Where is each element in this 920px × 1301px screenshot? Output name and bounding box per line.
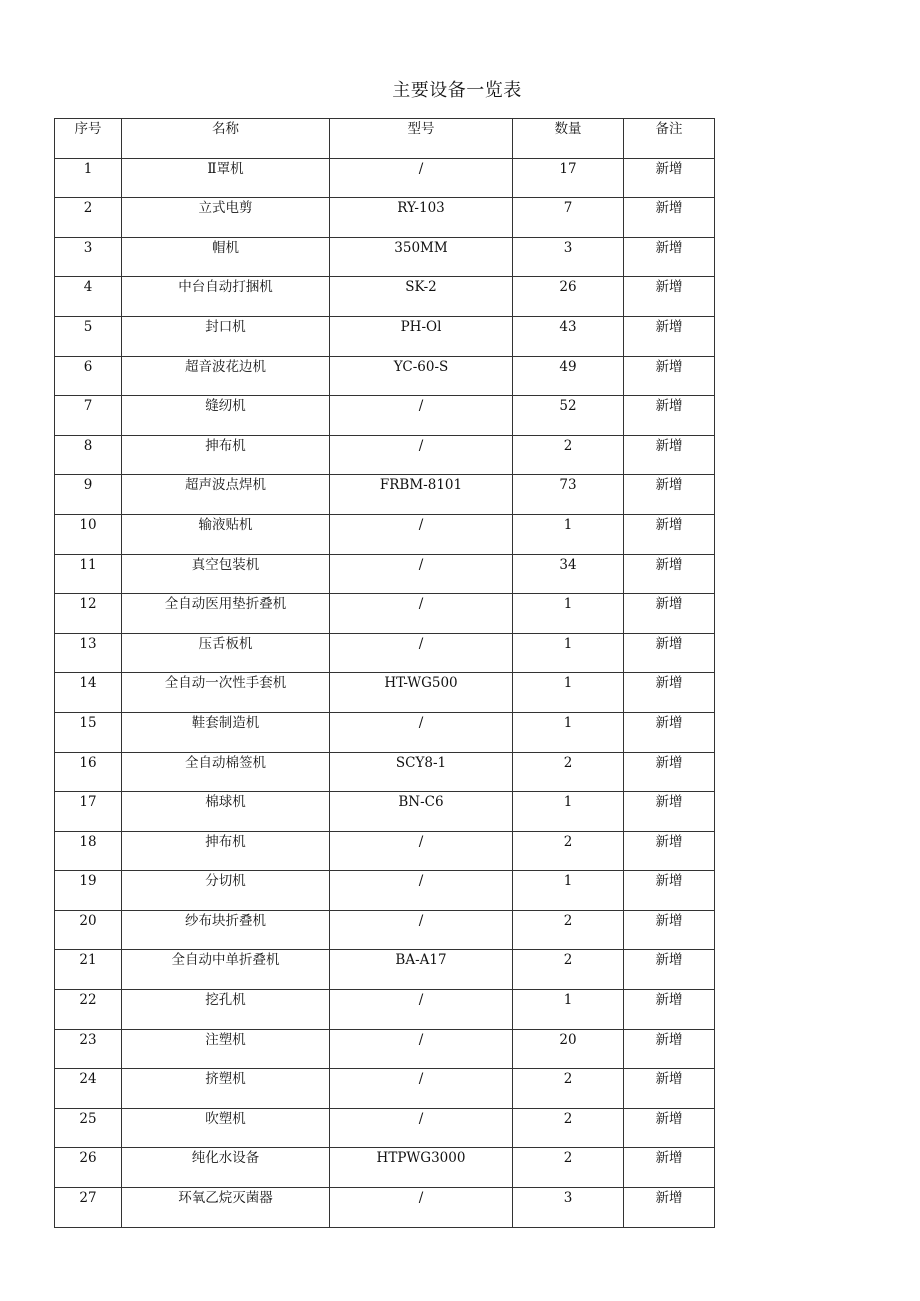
cell-model: / (330, 990, 513, 1030)
cell-qty: 1 (513, 792, 624, 832)
cell-qty: 2 (513, 752, 624, 792)
cell-no: 25 (55, 1108, 122, 1148)
cell-name: 立式电剪 (122, 198, 330, 238)
cell-note: 新增 (624, 594, 715, 634)
cell-note: 新增 (624, 514, 715, 554)
table-row (55, 1188, 715, 1228)
cell-name: 输液贴机 (122, 514, 330, 554)
cell-no: 5 (55, 316, 122, 356)
table-row (55, 435, 715, 475)
cell-no: 2 (55, 198, 122, 238)
cell-name: 吹塑机 (122, 1108, 330, 1148)
cell-note: 新增 (624, 950, 715, 990)
cell-name: 抻布机 (122, 435, 330, 475)
header-note: 备注 (624, 119, 715, 159)
cell-model: / (330, 158, 513, 198)
table-row (55, 712, 715, 752)
cell-qty: 1 (513, 673, 624, 713)
cell-name: 挖孔机 (122, 990, 330, 1030)
cell-no: 9 (55, 475, 122, 515)
cell-no: 20 (55, 910, 122, 950)
cell-qty: 1 (513, 871, 624, 911)
table-row (55, 1148, 715, 1188)
cell-name: 压舌板机 (122, 633, 330, 673)
cell-note: 新增 (624, 435, 715, 475)
cell-note: 新增 (624, 871, 715, 911)
cell-no: 11 (55, 554, 122, 594)
cell-name: 挤塑机 (122, 1069, 330, 1109)
cell-note: 新增 (624, 198, 715, 238)
cell-name: 封口机 (122, 316, 330, 356)
cell-no: 24 (55, 1069, 122, 1109)
cell-name: 全自动中单折叠机 (122, 950, 330, 990)
table-row (55, 950, 715, 990)
cell-qty: 1 (513, 594, 624, 634)
cell-name: 鞋套制造机 (122, 712, 330, 752)
cell-name: 分切机 (122, 871, 330, 911)
cell-no: 16 (55, 752, 122, 792)
equipment-table (54, 118, 715, 1228)
cell-model: / (330, 1069, 513, 1109)
cell-qty: 26 (513, 277, 624, 317)
cell-no: 3 (55, 237, 122, 277)
cell-note: 新增 (624, 356, 715, 396)
cell-qty: 20 (513, 1029, 624, 1069)
header-qty: 数量 (513, 119, 624, 159)
cell-qty: 2 (513, 1069, 624, 1109)
cell-name: 纱布块折叠机 (122, 910, 330, 950)
cell-note: 新增 (624, 673, 715, 713)
cell-note: 新增 (624, 831, 715, 871)
cell-name: 环氧乙烷灭菌器 (122, 1188, 330, 1228)
cell-note: 新增 (624, 990, 715, 1030)
cell-qty: 2 (513, 1148, 624, 1188)
cell-model: / (330, 396, 513, 436)
cell-qty: 17 (513, 158, 624, 198)
cell-note: 新增 (624, 712, 715, 752)
table-body (55, 158, 715, 1227)
table-row (55, 792, 715, 832)
header-no: 序号 (55, 119, 122, 159)
table-row (55, 633, 715, 673)
cell-name: 全自动棉签机 (122, 752, 330, 792)
cell-note: 新增 (624, 1029, 715, 1069)
header-model: 型号 (330, 119, 513, 159)
cell-qty: 34 (513, 554, 624, 594)
cell-no: 15 (55, 712, 122, 752)
cell-no: 17 (55, 792, 122, 832)
cell-model: / (330, 554, 513, 594)
cell-note: 新增 (624, 633, 715, 673)
cell-note: 新增 (624, 158, 715, 198)
cell-no: 14 (55, 673, 122, 713)
cell-name: 超音波花边机 (122, 356, 330, 396)
cell-qty: 2 (513, 950, 624, 990)
table-row (55, 198, 715, 238)
table-row (55, 910, 715, 950)
table-row (55, 475, 715, 515)
cell-no: 18 (55, 831, 122, 871)
cell-note: 新增 (624, 475, 715, 515)
table-row (55, 831, 715, 871)
cell-model: / (330, 712, 513, 752)
cell-note: 新增 (624, 1108, 715, 1148)
cell-no: 4 (55, 277, 122, 317)
table-header-row (55, 119, 715, 159)
cell-name: 全自动医用垫折叠机 (122, 594, 330, 634)
table-row (55, 356, 715, 396)
cell-qty: 2 (513, 435, 624, 475)
cell-name: 超声波点焊机 (122, 475, 330, 515)
cell-model: / (330, 1108, 513, 1148)
cell-name: 帽机 (122, 237, 330, 277)
cell-note: 新增 (624, 910, 715, 950)
cell-qty: 1 (513, 990, 624, 1030)
table-row (55, 1108, 715, 1148)
cell-model: BA-A17 (330, 950, 513, 990)
header-name: 名称 (122, 119, 330, 159)
cell-model: YC-60-S (330, 356, 513, 396)
cell-model: / (330, 514, 513, 554)
cell-no: 22 (55, 990, 122, 1030)
cell-model: FRBM-8101 (330, 475, 513, 515)
table-row (55, 1069, 715, 1109)
table-row (55, 594, 715, 634)
cell-note: 新增 (624, 396, 715, 436)
cell-no: 8 (55, 435, 122, 475)
table-row (55, 277, 715, 317)
cell-name: 棉球机 (122, 792, 330, 832)
cell-qty: 2 (513, 1108, 624, 1148)
cell-no: 12 (55, 594, 122, 634)
cell-qty: 2 (513, 910, 624, 950)
table-row (55, 158, 715, 198)
cell-model: HTPWG3000 (330, 1148, 513, 1188)
cell-no: 19 (55, 871, 122, 911)
cell-qty: 3 (513, 237, 624, 277)
cell-model: RY-103 (330, 198, 513, 238)
cell-no: 26 (55, 1148, 122, 1188)
cell-no: 7 (55, 396, 122, 436)
cell-no: 21 (55, 950, 122, 990)
cell-name: 中台自动打捆机 (122, 277, 330, 317)
cell-name: 抻布机 (122, 831, 330, 871)
cell-no: 27 (55, 1188, 122, 1228)
cell-model: SCY8-1 (330, 752, 513, 792)
cell-model: SK-2 (330, 277, 513, 317)
cell-note: 新增 (624, 752, 715, 792)
cell-qty: 7 (513, 198, 624, 238)
cell-model: HT-WG500 (330, 673, 513, 713)
cell-model: PH-Ol (330, 316, 513, 356)
cell-model: 350MM (330, 237, 513, 277)
cell-qty: 1 (513, 514, 624, 554)
table-row (55, 1029, 715, 1069)
cell-note: 新增 (624, 1069, 715, 1109)
cell-note: 新增 (624, 554, 715, 594)
cell-model: / (330, 910, 513, 950)
table-row (55, 316, 715, 356)
table-row (55, 752, 715, 792)
table-row (55, 871, 715, 911)
cell-name: Ⅱ罩机 (122, 158, 330, 198)
cell-qty: 1 (513, 633, 624, 673)
cell-model: / (330, 594, 513, 634)
cell-note: 新增 (624, 1188, 715, 1228)
cell-name: 全自动一次性手套机 (122, 673, 330, 713)
cell-qty: 3 (513, 1188, 624, 1228)
cell-qty: 43 (513, 316, 624, 356)
table-row (55, 673, 715, 713)
cell-no: 1 (55, 158, 122, 198)
cell-qty: 49 (513, 356, 624, 396)
cell-name: 注塑机 (122, 1029, 330, 1069)
cell-note: 新增 (624, 1148, 715, 1188)
table-row (55, 554, 715, 594)
cell-note: 新增 (624, 237, 715, 277)
table-row (55, 396, 715, 436)
cell-qty: 52 (513, 396, 624, 436)
cell-model: BN-C6 (330, 792, 513, 832)
cell-name: 真空包装机 (122, 554, 330, 594)
table-row (55, 990, 715, 1030)
cell-model: / (330, 435, 513, 475)
cell-model: / (330, 871, 513, 911)
page-title: 主要设备一览表 (392, 80, 522, 101)
cell-name: 缝纫机 (122, 396, 330, 436)
cell-qty: 2 (513, 831, 624, 871)
cell-name: 纯化水设备 (122, 1148, 330, 1188)
table-row (55, 237, 715, 277)
cell-no: 10 (55, 514, 122, 554)
cell-no: 6 (55, 356, 122, 396)
cell-model: / (330, 1029, 513, 1069)
cell-no: 23 (55, 1029, 122, 1069)
cell-note: 新增 (624, 792, 715, 832)
cell-qty: 73 (513, 475, 624, 515)
cell-model: / (330, 831, 513, 871)
cell-note: 新增 (624, 316, 715, 356)
cell-model: / (330, 633, 513, 673)
cell-no: 13 (55, 633, 122, 673)
cell-note: 新增 (624, 277, 715, 317)
cell-model: / (330, 1188, 513, 1228)
table-row (55, 514, 715, 554)
cell-qty: 1 (513, 712, 624, 752)
